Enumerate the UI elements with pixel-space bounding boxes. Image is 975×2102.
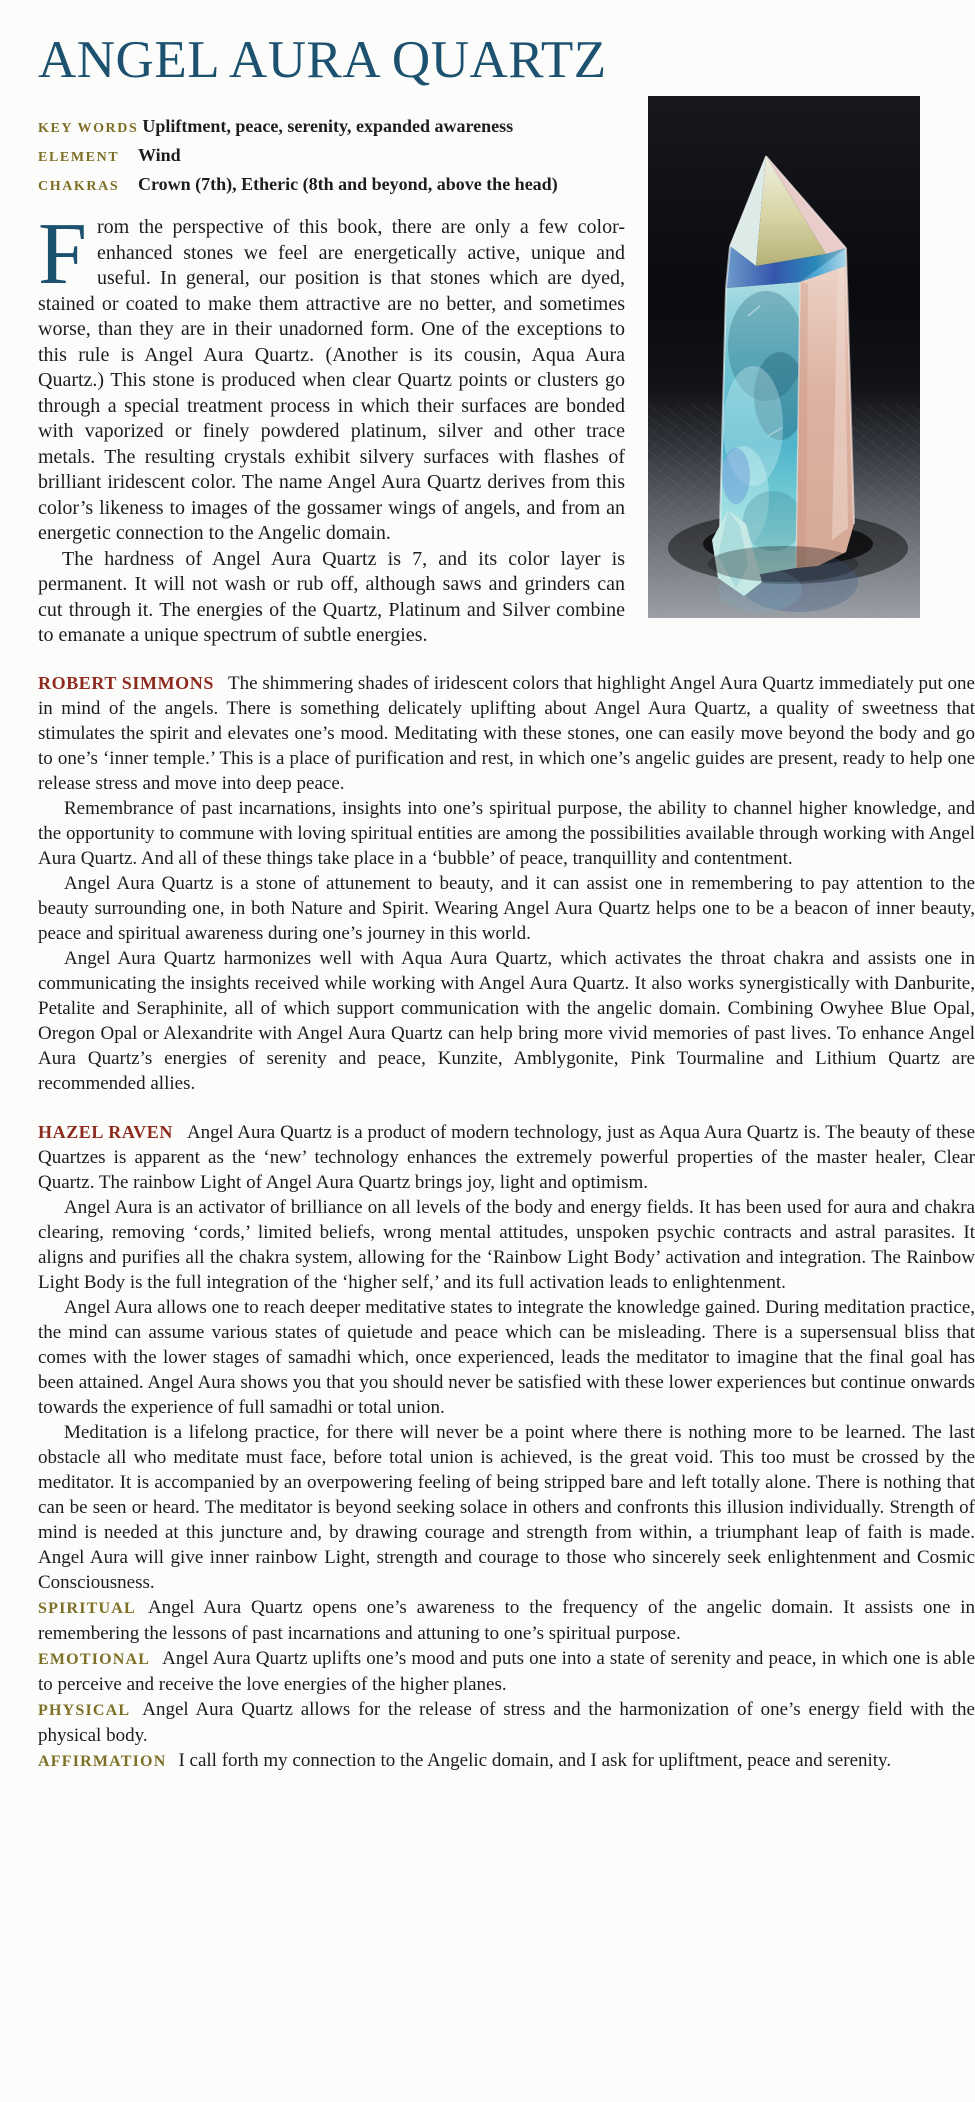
emotional-paragraph (38, 1646, 975, 1697)
drop-cap: F (38, 206, 87, 303)
section-paragraph-text: The shimmering shades of iridescent colors that highlight Angel Aura Quartz immediately put one in mind of the angels. There is something delicately uplifting about Angel Aura Quartz, a quality of sweetness that stimulates the spirit and elevates one’s mood. Meditating with these stones, one can easily move beyond the body and go to one’s ‘inner temple.’ This is a place of purification and rest, in which one’s angelic guides are present, ready to help one release stress and move into deep peace. (38, 672, 975, 794)
physical-text: Angel Aura Quartz allows for the release of stress and the harmonization of one’s energy field with the physical body. (38, 1698, 975, 1746)
crystal-illustration (648, 96, 920, 618)
section-paragraph (38, 671, 975, 796)
emotional-label: EMOTIONAL (38, 1650, 151, 1668)
section-paragraph (38, 1120, 975, 1195)
meta-row-keywords (38, 116, 625, 137)
section-paragraph: Angel Aura is an activator of brilliance on all levels of the body and energy fields. It has been used for aura and chakra clearing, removing ‘cords,’ limited beliefs, wrong mental attitudes, unspoken psychic contracts and astral parasites. It aligns and purifies all the chakra system, allowing for the ‘Rainbow Light Body’ activation and integration. The Rainbow Light Body is the full integration of the ‘higher self,’ and its full activation leads to enlightenment. (38, 1196, 975, 1293)
intro-paragraph-2: The hardness of Angel Aura Quartz is 7, and its color layer is permanent. It will not wash or rub off, although saws and grinders can cut through it. The energies of the Quartz, Platinum and Silver combine to emanate a unique spectrum of subtle energies. (38, 547, 625, 646)
meta-row-chakras (38, 174, 625, 195)
spiritual-label: SPIRITUAL (38, 1599, 136, 1617)
section-paragraph: Remembrance of past incarnations, insights into one’s spiritual purpose, the ability to channel higher knowledge, and the opportunity to commune with loving spiritual entities are among the possibilities available through working with Angel Aura Quartz. And all of these things take place in a ‘bubble’ of peace, tranquillity and contentment. (38, 797, 975, 869)
section-paragraph: Meditation is a lifelong practice, for there will never be a point where there is nothing more to be learned. The last obstacle all who meditate must face, before total union is achieved, is the great void. This too must be crossed by the meditator. It is accompanied by an overpowering feeling of being stripped bare and left totally alone. There is nothing that can be seen or heard. The meditator is beyond seeking solace in others and confronts this illusion individually. Strength of mind is needed at this juncture and, by drawing courage and strength from within, a triumphant leap of faith is made. Angel Aura will give inner rainbow Light, strength and courage to those who sincerely seek enlightenment and Cosmic Consciousness. (38, 1421, 975, 1593)
emotional-text: Angel Aura Quartz uplifts one’s mood and puts one into a state of serenity and peace, in which one is able to perceive and receive the love energies of the higher planes. (38, 1647, 975, 1695)
section-paragraph-text: Angel Aura Quartz is a product of modern technology, just as Aqua Aura Quartz is. The beauty of these Quartzes is apparent as the ‘new’ technology enhances the extremely powerful properties of the master healer, Clear Quartz. The rainbow Light of Angel Aura Quartz brings joy, light and optimism. (38, 1121, 975, 1193)
physical-paragraph (38, 1697, 975, 1748)
hazel-raven-heading: HAZEL RAVEN (38, 1121, 173, 1142)
intro-paragraph-1-text: rom the perspective of this book, there are only a few color-enhanced stones we feel are energetically active, unique and useful. In general, our position is that stones which are dyed, stained or coated to make them attractive are no better, and sometimes worse, than they are in their unadorned form. One of the exceptions to this rule is Angel Aura Quartz. (Another is its cousin, Aqua Aura Quartz.) This stone is produced when clear Quartz points or clusters go through a special treatment process in which their surfaces are bonded with vaporized or finely powdered platinum, silver and other trace metals. The resulting crystals exhibit silvery surfaces with flashes of brilliant iridescent color. The name Angel Aura Quartz derives from this color’s likeness to images of the gossamer wings of angels, and from an energetic connection to the Angelic domain. (38, 216, 625, 544)
section-paragraph: Angel Aura Quartz is a stone of attunement to beauty, and it can assist one in remembering to pay attention to the beauty surrounding one, in both Nature and Spirit. Wearing Angel Aura Quartz helps one to be a beacon of inner beauty, peace and spiritual awareness during one’s journey in this world. (38, 872, 975, 944)
summary-block (38, 1595, 975, 1774)
chakras-value: Crown (7th), Etheric (8th and beyond, above the head) (138, 174, 558, 194)
element-value: Wind (138, 145, 181, 165)
meta-row-element (38, 145, 625, 166)
top-section (38, 90, 975, 649)
chakras-label: CHAKRAS (38, 179, 120, 194)
robert-simmons-heading: ROBERT SIMMONS (38, 672, 214, 693)
affirmation-label: AFFIRMATION (38, 1752, 167, 1770)
keywords-label: KEY WORDS (38, 121, 139, 136)
affirmation-paragraph (38, 1748, 975, 1774)
spiritual-paragraph (38, 1595, 975, 1646)
spiritual-text: Angel Aura Quartz opens one’s awareness to the frequency of the angelic domain. It assists one in remembering the lessons of past incarnations and attuning to one’s spiritual purpose. (38, 1596, 975, 1644)
affirmation-text: I call forth my connection to the Angelic domain, and I ask for upliftment, peace and serenity. (178, 1749, 892, 1771)
section-paragraph: Angel Aura allows one to reach deeper meditative states to integrate the knowledge gained. During meditation practice, the mind can assume various states of quietude and peace which can be misleading. There is a supersensual bliss that comes with the lower stages of samadhi which, once experienced, leads the meditator to imagine that the final goal has been attained. Angel Aura shows you that you should never be satisfied with these lower experiences but continue onwards towards the experience of full samadhi or total union. (38, 1296, 975, 1418)
meta-block (38, 116, 625, 195)
crystal-photo (648, 96, 920, 618)
element-label: ELEMENT (38, 150, 120, 165)
intro-paragraph-1 (38, 206, 625, 547)
section-hazel-raven (38, 1120, 975, 1595)
section-paragraph: Angel Aura Quartz harmonizes well with Aqua Aura Quartz, which activates the throat chakra and assists one in communicating the insights received while working with Angel Aura Quartz. It also works synergistically with Danburite, Petalite and Seraphinite, all of which support communication with the angelic domain. Combining Owyhee Blue Opal, Oregon Opal or Alexandrite with Angel Aura Quartz can help bring more vivid memories of past lives. To enhance Angel Aura Quartz’s energies of serenity and peace, Kunzite, Amblygonite, Pink Tourmaline and Lithium Quartz are recommended allies. (38, 947, 975, 1094)
intro-paragraphs (38, 206, 625, 649)
keywords-value: Upliftment, peace, serenity, expanded awareness (142, 116, 514, 136)
intro-column (38, 90, 625, 649)
section-robert-simmons (38, 671, 975, 1096)
page-title: ANGEL AURA QUARTZ (38, 31, 607, 89)
physical-label: PHYSICAL (38, 1701, 131, 1719)
